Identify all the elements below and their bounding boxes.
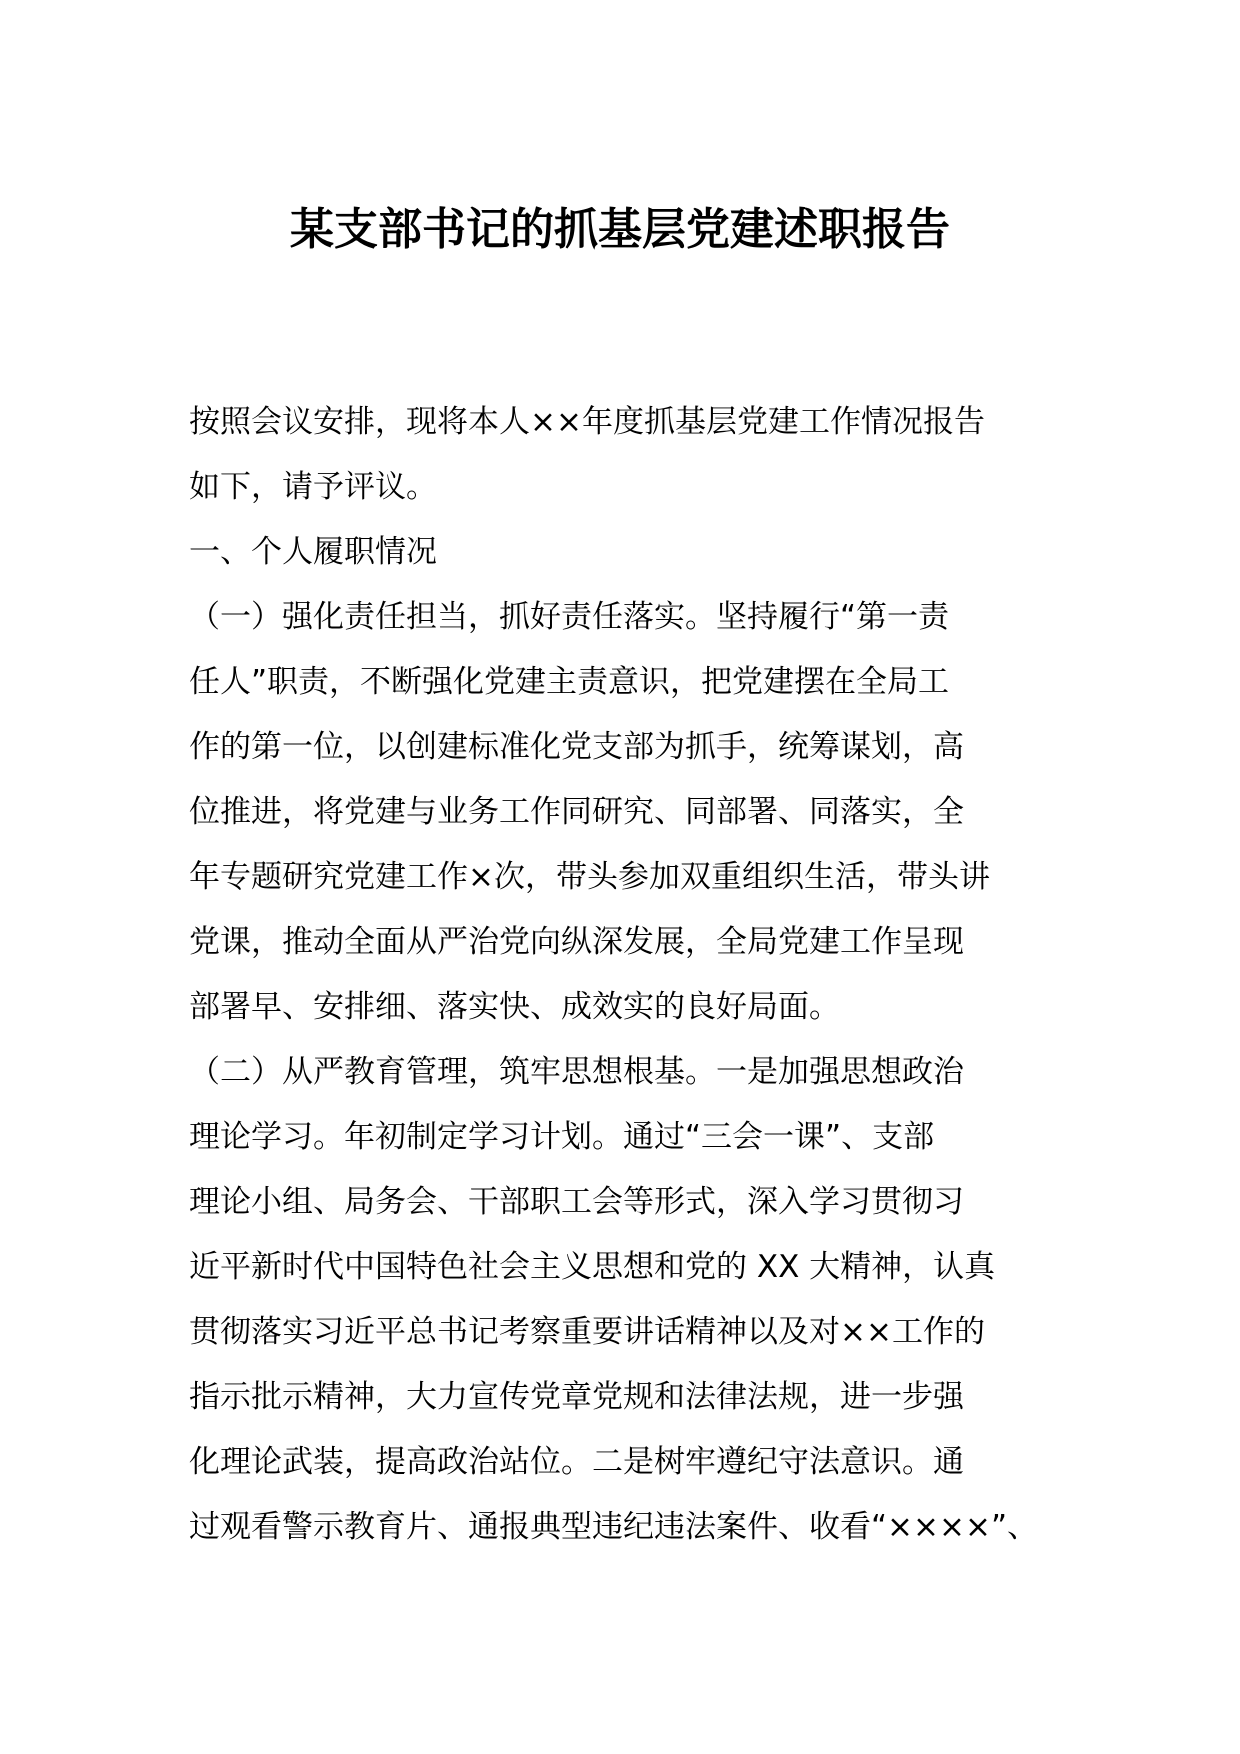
body-line: 近平新时代中国特色社会主义思想和党的 XX 大精神，认真 [189, 1249, 996, 1285]
body-line: 化理论武装，提高政治站位。二是树牢遵纪守法意识。通 [189, 1444, 964, 1480]
body-line: 理论小组、局务会、干部职工会等形式，深入学习贯彻习 [189, 1184, 964, 1220]
body-line: 指示批示精神，大力宣传党章党规和法律法规，进一步强 [189, 1379, 964, 1415]
body-line: 理论学习。年初制定学习计划。通过“三会一课”、支部 [189, 1119, 935, 1155]
body-line: 位推进，将党建与业务工作同研究、同部署、同落实，全 [189, 794, 964, 830]
body-line: 作的第一位，以创建标准化党支部为抓手，统筹谋划，高 [189, 729, 964, 765]
body-line: 任人”职责，不断强化党建主责意识，把党建摆在全局工 [189, 664, 950, 700]
body-line: 年专题研究党建工作×次，带头参加双重组织生活，带头讲 [189, 859, 990, 895]
body-line: （二）从严教育管理，筑牢思想根基。一是加强思想政治 [189, 1054, 964, 1090]
document-body [189, 390, 1069, 1560]
body-line: （一）强化责任担当，抓好责任落实。坚持履行“第一责 [189, 599, 950, 635]
body-line: 过观看警示教育片、通报典型违纪违法案件、收看“××××”、 [189, 1509, 1039, 1545]
body-line: 如下，请予评议。 [189, 469, 437, 505]
section-heading: 一、个人履职情况 [189, 534, 437, 570]
body-line: 贯彻落实习近平总书记考察重要讲话精神以及对××工作的 [189, 1314, 985, 1350]
body-line: 按照会议安排，现将本人××年度抓基层党建工作情况报告 [189, 404, 985, 440]
document-title: 某支部书记的抓基层党建述职报告 [290, 204, 950, 255]
body-line: 党课，推动全面从严治党向纵深发展，全局党建工作呈现 [189, 924, 964, 960]
body-line: 部署早、安排细、落实快、成效实的良好局面。 [189, 989, 840, 1025]
